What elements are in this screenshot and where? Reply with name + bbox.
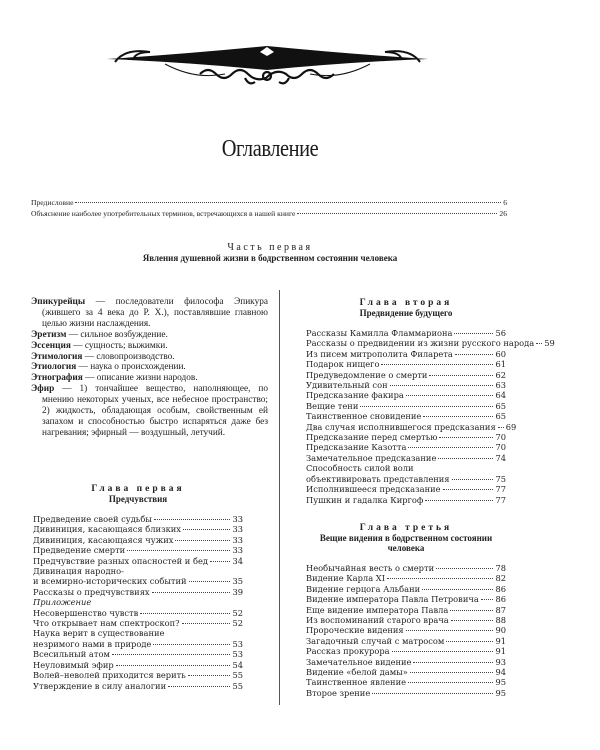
toc-entry[interactable]: [306, 442, 506, 452]
entry-label: Еще видение императора Павла: [306, 604, 449, 615]
glossary: [31, 297, 268, 439]
dot-leader: [175, 540, 230, 541]
toc-entry[interactable]: [306, 636, 506, 646]
toc-entry[interactable]: [306, 667, 506, 677]
entry-label: Предсказание факира: [306, 390, 404, 401]
entry-label: Предисловие: [31, 198, 74, 207]
glossary-item: [31, 341, 268, 352]
dot-leader: [75, 202, 501, 203]
entry-page: 60: [495, 348, 506, 359]
toc-entry[interactable]: [306, 349, 506, 359]
entry-label: Дивиниция, касающаяся чужих: [33, 534, 174, 545]
entry-page: 33: [232, 524, 243, 535]
toc-entry[interactable]: [306, 688, 506, 698]
dot-leader: [481, 599, 494, 600]
glossary-item: [31, 362, 268, 373]
page-title: Оглавление: [221, 136, 319, 162]
entry-page: 65: [495, 400, 506, 411]
glossary-definition: 1) тончайшее вещество, наполняющее, по мнению некоторых ученых, все небесное пространство; 2) жидкость, обладающая особым, свойственным ей запахом и способностью быстро испаряться даже без нагревания; эфирный — воздушный, летучий.: [42, 384, 268, 438]
entry-page: 52: [232, 607, 243, 618]
chapter-2: [306, 298, 555, 505]
dot-leader: [297, 213, 497, 214]
entry-page: 33: [232, 534, 243, 545]
entry-label: Необычайная весть о смерти: [306, 563, 435, 573]
dot-leader: [450, 610, 493, 611]
toc-entry[interactable]: [306, 584, 506, 594]
dot-leader: [168, 686, 230, 687]
toc-entry[interactable]: [33, 566, 243, 576]
toc-entry[interactable]: [33, 628, 243, 638]
entry-label: Из воспоминаний старого врача: [306, 615, 449, 626]
dot-leader: [413, 662, 493, 663]
entry-page: 65: [495, 411, 506, 422]
glossary-definition: описание жизни народов.: [96, 373, 198, 384]
entry-page: 54: [232, 659, 243, 670]
entry-page: 39: [232, 586, 243, 597]
entry-label: Второе зрение: [306, 687, 371, 698]
entry-page: 69: [505, 421, 517, 432]
entry-page: 93: [495, 656, 506, 667]
toc-entry[interactable]: [31, 209, 507, 220]
entry-page: 95: [495, 677, 506, 688]
part-label: Часть первая: [227, 242, 313, 253]
entry-label: Замечательное видение: [306, 656, 412, 667]
dot-leader: [443, 489, 494, 490]
entry-page: 52: [232, 618, 243, 629]
entry-page: 61: [495, 359, 506, 370]
column-divider: [279, 290, 280, 705]
entry-page: 82: [495, 573, 506, 584]
toc-entry[interactable]: [306, 328, 506, 338]
entry-label: Предведение своей судьбы: [33, 514, 152, 524]
entry-page: 86: [495, 583, 506, 594]
toc-entry[interactable]: [33, 587, 243, 597]
entry-page: 77: [495, 494, 506, 505]
dot-leader: [127, 550, 230, 551]
dot-leader: [436, 568, 493, 569]
toc-entry[interactable]: [33, 670, 243, 680]
toc-entry[interactable]: [33, 681, 243, 691]
entry-page: 74: [495, 452, 506, 463]
dot-leader: [439, 437, 493, 438]
entry-label: Несовершенство чувств: [33, 607, 139, 618]
entry-page: 62: [495, 369, 506, 380]
toc-entry[interactable]: [306, 432, 506, 442]
entry-label: Неуловимый эфир: [33, 659, 114, 670]
toc-entry[interactable]: [31, 198, 507, 209]
entry-label: Рассказ прокурора: [306, 646, 390, 657]
entry-page: 63: [495, 380, 506, 391]
glossary-term: Этимология: [31, 351, 83, 362]
glossary-item: [31, 384, 268, 439]
dot-leader: [498, 427, 504, 428]
entry-page: 94: [495, 667, 506, 678]
toc-entry[interactable]: [306, 359, 506, 369]
dot-leader: [188, 675, 231, 676]
entry-page: 75: [495, 473, 506, 484]
part-title: Явления душевной жизни в бодрственном состоянии человека: [142, 253, 398, 263]
dot-leader: [422, 589, 493, 590]
entry-page: 34: [232, 555, 243, 566]
glossary-definition: наука о происхождении.: [90, 362, 186, 373]
dash: —: [66, 329, 81, 340]
entry-page: 78: [495, 563, 506, 573]
toc-entry[interactable]: [33, 545, 243, 555]
entry-label: Дивиниция, касающаяся близких: [33, 524, 181, 535]
chapter-title: Вещие видения в бодрственном состоянии человека: [319, 533, 493, 553]
toc-entry[interactable]: [306, 453, 506, 463]
entry-label: и всемирно-исторических событий: [33, 576, 187, 587]
entry-label: Волей–неволей приходится верить: [33, 670, 186, 681]
decorative-ornament: [105, 42, 430, 92]
entry-label: незримого нами в природе: [33, 638, 152, 649]
dot-leader: [182, 623, 231, 624]
glossary-definition: последователи философа Эпикура (жившего за 4 века до Р. Х.), поставлявшие главною целью жизни наслаждения.: [42, 297, 268, 329]
chapter-entries: [33, 514, 243, 691]
dot-leader: [425, 500, 493, 501]
entry-label: объективировать представления: [306, 473, 450, 484]
dot-leader: [189, 581, 231, 582]
toc-entry[interactable]: [33, 514, 243, 524]
chapter-label: Глава вторая: [359, 298, 453, 308]
toc-entry[interactable]: [33, 618, 243, 628]
entry-label: Предведение смерти: [33, 545, 126, 556]
dot-leader: [392, 651, 494, 652]
chapter-heading: [306, 523, 506, 553]
entry-page: 6: [503, 198, 507, 207]
dot-leader: [429, 375, 493, 376]
toc-entry[interactable]: [306, 657, 506, 667]
chapter-title: Предчувствия: [108, 494, 168, 504]
toc-entry[interactable]: [306, 495, 506, 505]
entry-label: Два случая исполнившегося предсказания: [306, 421, 496, 432]
entry-label: Рассказы Камилла Фламмариона: [306, 328, 453, 338]
glossary-term: Эфир: [31, 384, 55, 395]
glossary-definition: сильное возбуждение.: [80, 329, 168, 340]
entry-page: 77: [495, 484, 506, 495]
dot-leader: [438, 458, 493, 459]
chapter-heading: [33, 484, 243, 504]
entry-page: 26: [499, 208, 507, 218]
toc-entry[interactable]: [306, 421, 517, 432]
toc-entry[interactable]: [306, 463, 506, 473]
entry-label: Предчувствие разных опасностей и бед: [33, 555, 208, 566]
dot-leader: [423, 416, 493, 417]
glossary-item: [31, 330, 268, 341]
entry-label: Рассказы о предвидении из жизни русского народа: [306, 338, 535, 349]
entry-page: 91: [495, 646, 506, 657]
entry-label: Из писем митрополита Филарета: [306, 348, 453, 359]
entry-label: Утверждение в силу аналогии: [33, 680, 167, 691]
toc-entry[interactable]: [33, 608, 243, 618]
dot-leader: [381, 364, 493, 365]
toc-entry[interactable]: [306, 646, 506, 656]
entry-page: 55: [232, 680, 243, 691]
toc-entry[interactable]: [33, 649, 243, 659]
entry-page: 90: [495, 625, 506, 636]
dot-leader: [183, 529, 230, 530]
toc-entry[interactable]: [306, 401, 506, 411]
entry-label: Удивительный сон: [306, 380, 388, 391]
entry-page: 33: [232, 514, 243, 524]
entry-page: 70: [495, 432, 506, 443]
entry-label: Вещие тени: [306, 400, 359, 411]
toc-entry[interactable]: [33, 556, 243, 566]
dot-leader: [360, 406, 493, 407]
glossary-term: Этиология: [31, 362, 77, 373]
dot-leader: [387, 578, 493, 579]
entry-label: Объяснение наиболее употребительных терминов, встречающихся в нашей книге: [31, 208, 296, 218]
toc-entry[interactable]: [306, 594, 506, 604]
toc-entry[interactable]: [33, 535, 243, 545]
toc-entry[interactable]: [33, 576, 243, 586]
dot-leader: [372, 693, 493, 694]
dot-leader: [112, 654, 231, 655]
toc-entry[interactable]: [306, 677, 506, 687]
entry-label: Видение императора Павла Петровича: [306, 594, 479, 605]
entry-label: Загадочный случай с матросом: [306, 635, 445, 646]
entry-page: 53: [232, 638, 243, 649]
entry-label: Таинственное явление: [306, 677, 407, 688]
chapter-1: [33, 484, 243, 691]
entry-label: Пророческие видения: [306, 625, 404, 636]
dot-leader: [116, 665, 231, 666]
dot-leader: [452, 479, 494, 480]
entry-page: 86: [495, 594, 506, 605]
dot-leader: [536, 343, 542, 344]
glossary-term: Эретизм: [31, 329, 67, 340]
toc-entry[interactable]: [33, 639, 243, 649]
entry-label: Видение герцога Альбани: [306, 583, 421, 594]
toc-entry[interactable]: [306, 484, 506, 494]
glossary-term: Этнография: [31, 373, 83, 384]
dot-leader: [408, 682, 493, 683]
toc-entry[interactable]: [306, 338, 555, 349]
entry-page: 70: [495, 442, 506, 453]
entry-label: Способность силой воли: [306, 463, 414, 474]
entry-page: 56: [495, 328, 506, 338]
entry-page: 64: [495, 390, 506, 401]
entry-page: 55: [232, 670, 243, 681]
dash: —: [82, 373, 97, 384]
dot-leader: [153, 644, 230, 645]
entry-label: Видение Карла XI: [306, 573, 385, 584]
entry-page: 95: [495, 687, 506, 698]
chapter-title: Предвидение будущего: [359, 308, 453, 318]
entry-label: Предуведомление о смерти: [306, 369, 428, 380]
entry-label: Видение «белой дамы»: [306, 667, 408, 678]
glossary-definition: словопроизводство.: [96, 351, 175, 362]
glossary-item: [31, 297, 268, 330]
toc-entry[interactable]: [306, 390, 506, 400]
chapter-entries: [306, 563, 506, 698]
toc-entry[interactable]: [306, 573, 506, 583]
toc-entry[interactable]: [306, 474, 506, 484]
toc-entry[interactable]: [306, 380, 506, 390]
dash: —: [85, 297, 116, 307]
entry-page: 91: [495, 635, 506, 646]
entry-label: Всесильный атом: [33, 649, 110, 660]
dot-leader: [454, 333, 493, 334]
dot-leader: [455, 354, 494, 355]
front-matter-list: [31, 198, 507, 219]
toc-entry[interactable]: [306, 615, 506, 625]
dash: —: [70, 340, 85, 351]
entry-label: Предсказание Казотта: [306, 442, 407, 453]
entry-page: 35: [232, 576, 243, 587]
dot-leader: [451, 620, 494, 621]
toc-entry[interactable]: [306, 625, 506, 635]
dot-leader: [446, 641, 493, 642]
entry-page: 53: [232, 649, 243, 660]
chapter-label: Глава третья: [359, 523, 453, 533]
dot-leader: [406, 395, 494, 396]
dash: —: [54, 384, 80, 395]
entry-label: Предсказание перед смертью: [306, 432, 438, 443]
chapter-label: Глава первая: [91, 484, 185, 494]
glossary-item: [31, 352, 268, 363]
dot-leader: [410, 672, 494, 673]
toc-entry[interactable]: [306, 370, 506, 380]
entry-page: 59: [544, 338, 555, 349]
glossary-term: Эпикурейцы: [31, 297, 86, 307]
entry-label: Таинственное сновидение: [306, 411, 422, 422]
entry-label: Дивинация народно-: [33, 566, 124, 577]
toc-entry[interactable]: [306, 563, 506, 573]
chapter-entries: [306, 328, 555, 505]
dot-leader: [406, 630, 494, 631]
glossary-definition: сущность; выжимки.: [84, 340, 168, 351]
entry-page: 87: [495, 604, 506, 615]
entry-label: Приложение: [33, 597, 92, 608]
entry-label: Пушкин и гадалка Киргоф: [306, 494, 424, 505]
dot-leader: [210, 561, 230, 562]
toc-entry[interactable]: [306, 605, 506, 615]
entry-label: Подарок нищего: [306, 359, 380, 370]
entry-page: 88: [495, 615, 506, 626]
entry-label: Наука верит в существование: [33, 628, 165, 639]
dot-leader: [154, 519, 231, 520]
part-heading: [0, 242, 540, 263]
entry-label: Исполнившееся предсказание: [306, 484, 441, 495]
chapter-3: [306, 523, 506, 698]
dash: —: [82, 351, 97, 362]
toc-entry[interactable]: [33, 660, 243, 670]
dot-leader: [408, 447, 493, 448]
toc-entry[interactable]: [33, 524, 243, 534]
entry-label: Рассказы о предчувствиях: [33, 586, 150, 597]
toc-entry[interactable]: [306, 411, 506, 421]
dot-leader: [390, 385, 494, 386]
entry-label: Что открывает нам спектроскоп?: [33, 618, 180, 629]
chapter-heading: [306, 298, 506, 318]
dash: —: [76, 362, 91, 373]
entry-label: Замечательное предсказание: [306, 452, 437, 463]
glossary-term: Эссенция: [31, 340, 71, 351]
entry-page: 33: [232, 545, 243, 556]
glossary-item: [31, 373, 268, 384]
dot-leader: [152, 592, 231, 593]
toc-entry[interactable]: [33, 597, 243, 607]
dot-leader: [140, 613, 230, 614]
